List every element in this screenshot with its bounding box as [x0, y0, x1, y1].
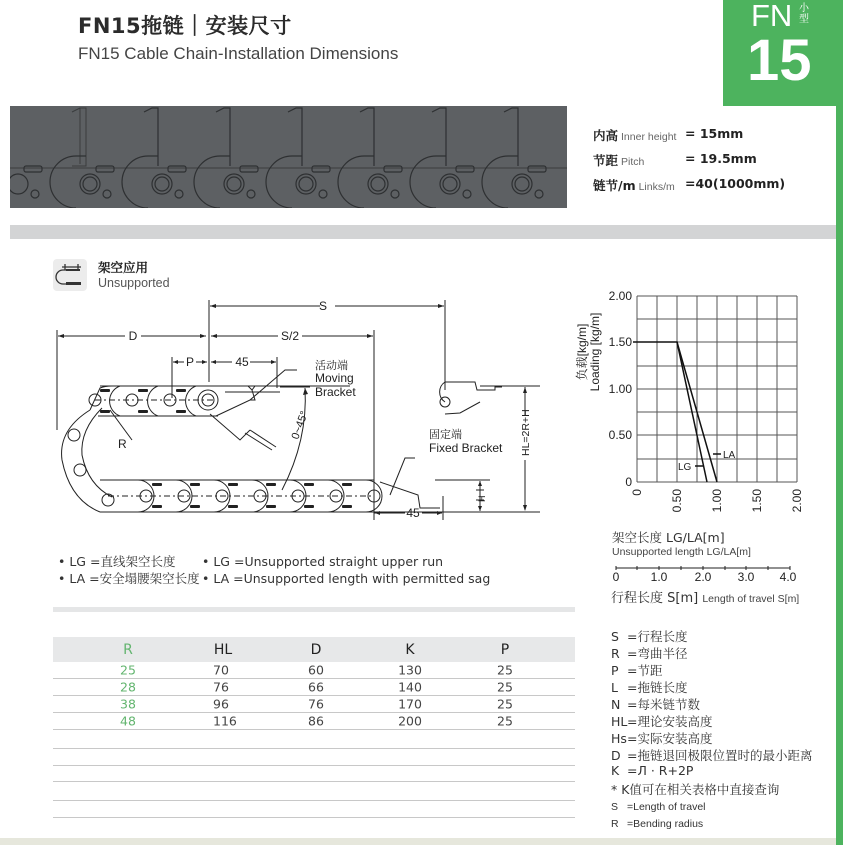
spec-label-cn: 节距 [593, 153, 619, 168]
def-key: K [611, 763, 620, 778]
def-key: S [611, 629, 619, 644]
length-legend [58, 552, 490, 586]
cell-p: 25 [497, 713, 513, 729]
dim-p-label: P [185, 355, 195, 369]
section-title-cn: 架空应用 [98, 260, 149, 275]
spec-value: = 15mm [685, 126, 744, 141]
definition-item [611, 678, 812, 695]
def-text: =理论安装高度 [627, 714, 713, 729]
series-la-label: LA [723, 450, 736, 461]
definition-item [611, 695, 812, 712]
def-key: HL [611, 714, 628, 729]
moving-bracket-label-cn: 活动端 [315, 360, 348, 372]
y-tick: 0 [625, 475, 632, 489]
green-side-rail [836, 0, 843, 845]
section-title-en: Unsupported [98, 276, 170, 290]
spec-label-cn: 链节/m [593, 178, 636, 193]
table-row [53, 696, 575, 713]
page-bottom-bar [0, 838, 836, 845]
legend-la-en: • LA =Unsupported length with permitted sag [202, 571, 491, 586]
definition-item [611, 627, 812, 644]
cell-d: 60 [308, 662, 324, 678]
def-key: D [611, 748, 621, 763]
travel-label-en: Length of travel S[m] [702, 593, 800, 605]
table-header [53, 637, 575, 662]
definition-item [611, 763, 812, 780]
y-tick: 1.00 [608, 382, 632, 396]
cell-p: 25 [497, 679, 513, 695]
y-tick: 0.50 [608, 428, 632, 442]
travel-tick: 4.0 [779, 570, 797, 584]
spec-value: = 19.5mm [685, 151, 757, 166]
definition-item [611, 729, 812, 746]
table-row [53, 679, 575, 696]
badge-bottom-edge [723, 105, 836, 106]
x-tick: 0 [630, 489, 644, 496]
header-r: R [123, 641, 133, 658]
table-row [53, 662, 575, 679]
legend-la-cn: • LA =安全塌腰架空长度 [58, 571, 200, 586]
page-title-en: FN15 Cable Chain-Installation Dimensions [78, 44, 399, 63]
def-text: =实际安装高度 [627, 731, 713, 746]
travel-tick: 3.0 [737, 570, 755, 584]
travel-label-cn: 行程长度 S[m] [611, 591, 699, 606]
spec-list [593, 126, 786, 201]
def-key: N [611, 697, 621, 712]
chart-caption-en: Unsupported length LG/LA[m] [612, 546, 751, 558]
fixed-bracket-label-cn: 固定端 [429, 429, 462, 441]
x-tick: 1.00 [710, 489, 724, 513]
legend-row-la [58, 569, 490, 586]
dim-s-label: S [318, 299, 328, 313]
y-tick: 2.00 [608, 289, 632, 303]
table-row [53, 713, 575, 730]
travel-tick: 2.0 [694, 570, 712, 584]
cell-p: 25 [497, 696, 513, 712]
x-tick: 2.00 [790, 489, 804, 513]
header-d: D [310, 641, 322, 658]
travel-length-axis [608, 566, 798, 584]
cell-r: 25 [120, 662, 136, 678]
cell-k: 170 [398, 696, 422, 712]
x-tick: 1.50 [750, 489, 764, 513]
dim-h-label: H [477, 495, 487, 502]
cell-hl: 116 [213, 713, 237, 729]
cell-k: 130 [398, 662, 422, 678]
cell-r: 48 [120, 713, 136, 729]
cell-d: 66 [308, 679, 324, 695]
definition-item-en [611, 801, 812, 818]
badge-prefix: FN [751, 0, 793, 33]
cell-hl: 70 [213, 662, 229, 678]
installation-diagram [40, 290, 580, 530]
dim-hl-label: HL=2R+H [520, 409, 532, 456]
badge-number: 15 [747, 28, 812, 93]
def-text: =Bending radius [627, 818, 704, 830]
spec-inner-height [593, 126, 744, 151]
cell-d: 86 [308, 713, 324, 729]
table-empty-row-line [53, 781, 575, 782]
spec-label-en: Inner height [621, 131, 677, 143]
def-text: =节距 [627, 663, 663, 678]
table-top-divider [53, 607, 575, 612]
def-key: P [611, 663, 619, 678]
header-p: P [500, 641, 510, 658]
def-text: =弯曲半径 [627, 646, 688, 661]
table-empty-row-line [53, 817, 575, 818]
cell-d: 76 [308, 696, 324, 712]
travel-tick: 1.0 [650, 570, 668, 584]
def-key: L [611, 680, 618, 695]
def-text: =每米链节数 [627, 697, 700, 712]
definition-item [611, 712, 812, 729]
dim-45-top-label: 45 [235, 355, 249, 369]
moving-bracket-label-en-1: Moving [315, 371, 354, 385]
page-title-cn: FN15拖链｜安装尺寸 [78, 14, 292, 38]
def-key: R [611, 818, 619, 830]
chart-x-caption [612, 528, 751, 558]
definition-item-en [611, 818, 812, 835]
def-text: =Length of travel [627, 801, 706, 813]
dim-45-bottom-label: 45 [406, 506, 420, 520]
cell-hl: 76 [213, 679, 229, 695]
definition-item [611, 746, 812, 763]
badge-size-label: 小型 [799, 3, 809, 25]
dimension-table [53, 637, 575, 730]
definition-note: * K值可在相关表格中直接查询 [611, 782, 780, 797]
spec-links-per-meter [593, 176, 786, 201]
table-empty-row-line [53, 765, 575, 766]
legend-row-lg [58, 552, 490, 569]
legend-lg-cn: • LG =直线架空长度 [58, 554, 176, 569]
dim-d-label: D [128, 329, 138, 343]
table-empty-row-line [53, 748, 575, 749]
section-divider [10, 225, 836, 239]
header-hl: HL [213, 641, 233, 658]
cell-hl: 96 [213, 696, 229, 712]
def-key: Hs [611, 731, 627, 746]
def-key: R [611, 646, 620, 661]
table-empty-row-line [53, 800, 575, 801]
def-key: S [611, 801, 619, 813]
cell-r: 28 [120, 679, 136, 695]
y-axis-label-cn: 负载[kg/m] [575, 323, 589, 381]
y-axis-label-en: Loading [kg/m] [588, 312, 602, 392]
definition-item [611, 644, 812, 661]
spec-pitch [593, 151, 757, 176]
spec-value: =40(1000mm) [685, 176, 786, 191]
header-k: K [405, 641, 415, 658]
spec-label-en: Pitch [621, 156, 645, 168]
travel-length-label [611, 587, 799, 606]
x-tick: 0.50 [670, 489, 684, 513]
cell-p: 25 [497, 662, 513, 678]
angle-label: 0~45° [289, 409, 311, 442]
dim-r-label: R [118, 437, 127, 451]
def-text: =拖链长度 [627, 680, 688, 695]
def-text: =行程长度 [627, 629, 688, 644]
moving-bracket-label-en-2: Bracket [315, 385, 356, 399]
cell-k: 200 [398, 713, 422, 729]
unsupported-chain-icon [53, 259, 87, 291]
definition-item [611, 661, 812, 678]
symbol-definitions [611, 627, 812, 835]
y-tick: 1.50 [608, 335, 632, 349]
def-text: =Л · R+2P [627, 763, 694, 778]
chart-caption-cn: 架空长度 LG/LA[m] [612, 530, 725, 545]
travel-tick: 0 [612, 570, 620, 584]
dim-s-half-label: S/2 [280, 329, 300, 343]
cell-r: 38 [120, 696, 136, 712]
chain-product-image [10, 106, 567, 208]
cell-k: 140 [398, 679, 422, 695]
legend-lg-en: • LG =Unsupported straight upper run [202, 554, 444, 569]
fixed-bracket-label-en: Fixed Bracket [429, 441, 503, 455]
series-lg-label: LG [678, 462, 692, 473]
spec-label-cn: 内高 [593, 128, 619, 143]
spec-label-en: Links/m [638, 181, 675, 193]
def-text: =拖链退回极限位置时的最小距离 [627, 748, 813, 763]
model-badge [723, 0, 836, 105]
load-chart [570, 282, 810, 522]
